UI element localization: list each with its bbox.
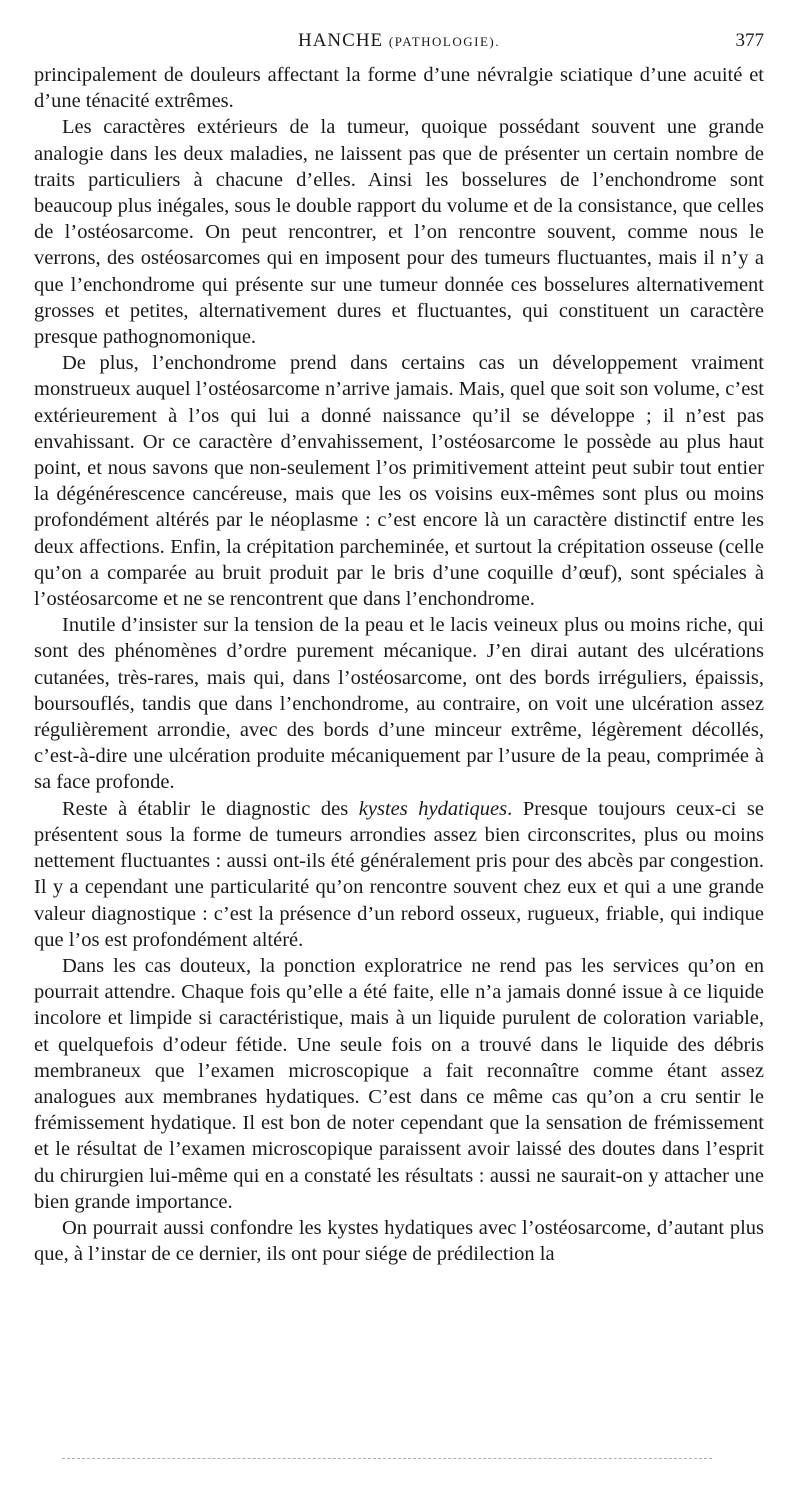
kystes-italic-term: kystes hydatiques — [358, 797, 508, 820]
paragraph-continued: principalement de douleurs affectant la forme d’une névralgie sciatique d’une acuité et d’une ténacité extrêmes. — [34, 64, 764, 113]
footer-rule — [62, 1458, 712, 1459]
paragraph-final: On pourrait aussi confondre les kystes hydatiques avec l’ostéosarcome, d’autant plus que, à l’instar de ce dernier, ils ont pour siége de prédilection la — [34, 1216, 764, 1266]
kystes-text-after: . Presque toujours ceux-ci se présentent sous la forme de tumeurs arrondies assez bien circonscrites, plus ou moins nettement fluctuantes : aussi ont-ils été généralement pris pour des abcès par congestion. Il y a cependant une particularité qu’on rencontre souvent chez eux et qui a une grande valeur diagnostique : c’est la présence d’un rebord osseux, rugueux, friable, qui indique que l’os est profondément altéré. — [34, 797, 765, 951]
body-text — [34, 62, 764, 1267]
header-subtitle: (PATHOLOGIE). — [388, 34, 501, 49]
running-header — [34, 30, 764, 58]
paragraph: De plus, l’enchondrome prend dans certains cas un développement vraiment monstrueux auquel l’ostéosarcome n’arrive jamais. Mais, quel que soit son volume, c’est extérieurement à l’os qui lui a donné naissance qu’il se développe ; il n’est pas envahissant. Or ce caractère d’envahissement, l’ostéosarcome le possède au plus haut point, et nous savons que non-seulement l’os primitivement atteint peut subir tout entier la dégénérescence cancéreuse, mais que les os voisins eux-mêmes sont plus ou moins profondément altérés par le néoplasme : c’est encore là un caractère distinctif entre les deux affections. Enfin, la crépitation parcheminée, et surtout la crépitation osseuse (celle qu’on a comparée au bruit produit par le bris d’une coquille d’œuf), sont spéciales à l’ostéosarcome et ne se rencontrent que dans l’enchondrome. — [34, 352, 764, 611]
paragraph: Les caractères extérieurs de la tumeur, quoique possédant souvent une grande analogie dans les deux maladies, ne laissent pas que de présenter un certain nombre de traits particuliers à chacune d’elles. Ainsi les bosselures de l’enchondrome sont beaucoup plus inégales, sous le double rapport du volume et de la consistance, que celles de l’ostéosarcome. On peut rencontrer, et l’on rencontre souvent, comme nous le verrons, des ostéosarcomes qui en imposent pour des tumeurs fluctuantes, mais il n’y a que l’enchondrome qui présente sur une tumeur donnée ces bosselures alternativement grosses et petites, alternativement dures et fluctuantes, qui constituent un caractère presque pathognomonique. — [34, 116, 764, 349]
paragraph: Inutile d’insister sur la tension de la peau et le lacis veineux plus ou moins riche, qui sont des phénomènes d’ordre purement mécanique. J’en dirai autant des ulcérations cutanées, très-rares, mais qui, dans l’ostéosarcome, ont des bords irréguliers, épaissis, boursouflés, tandis que dans l’enchondrome, au contraire, on voit une ulcération assez régulièrement arrondie, avec des bords d’une minceur extrême, légèrement décollés, c’est-à-dire une ulcération produite mécaniquement par l’usure de la peau, comprimée à sa face profonde. — [34, 614, 764, 794]
paragraph: Dans les cas douteux, la ponction exploratrice ne rend pas les services qu’on en pourrait attendre. Chaque fois qu’elle a été faite, elle n’a jamais donné issue à ce liquide incolore et limpide si caractéristique, mais à un liquide purulent de coloration variable, et quelquefois d’odeur fétide. Une seule fois on a trouvé dans le liquide des débris membraneux que l’examen microscopique a fait reconnaître comme étant assez analogues aux membranes hydatiques. C’est dans ce même cas qu’on a cru sentir le frémissement hydatique. Il est bon de noter cependant que la sensation de frémissement et le résultat de l’examen microscopique paraissent avoir laissé des doutes dans l’esprit du chirurgien lui-même qui en a constaté les résultats : aussi ne saurait-on y attacher une bien grande importance. — [34, 954, 764, 1213]
paragraph-kystes — [34, 796, 764, 953]
header-title: HANCHE — [297, 30, 384, 51]
kystes-text-before: Reste à établir le diagnostic des — [62, 797, 359, 820]
page-number: 377 — [735, 30, 764, 51]
running-title — [34, 30, 764, 52]
